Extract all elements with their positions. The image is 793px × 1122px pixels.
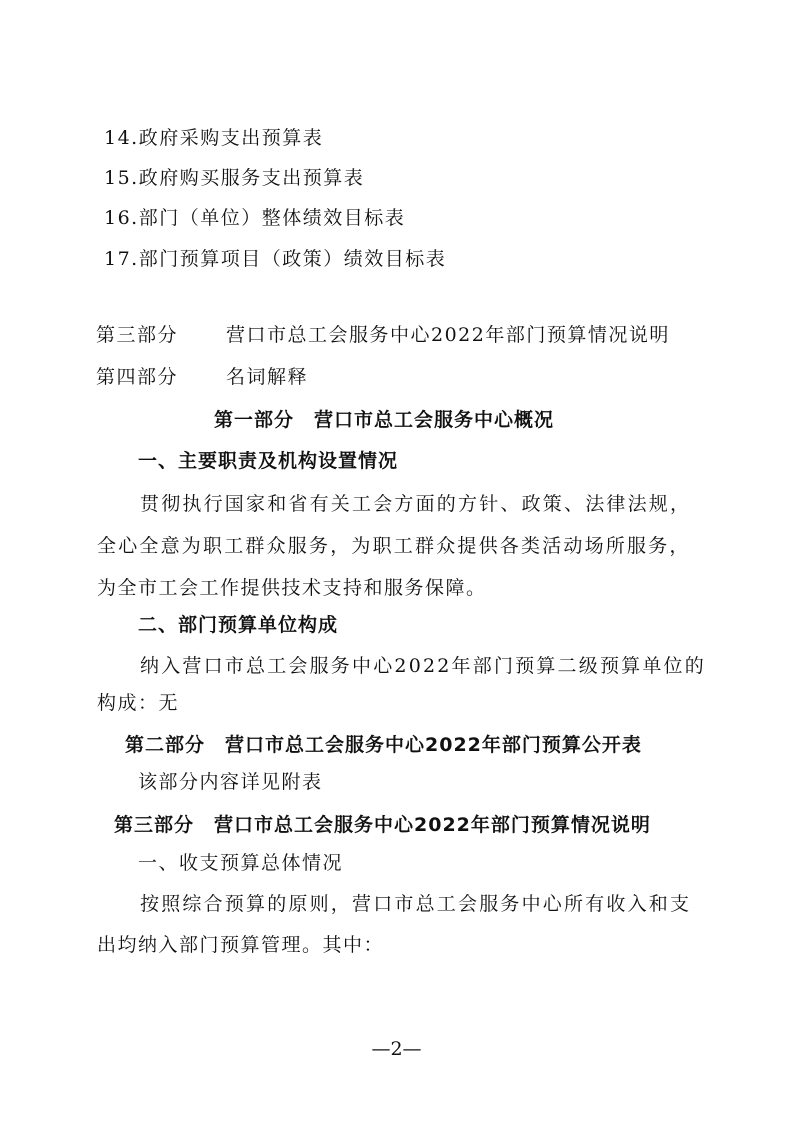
part1-section1-heading: 一、主要职责及机构设置情况 <box>138 450 399 472</box>
toc-item-15: 15.政府购买服务支出预算表 <box>104 167 365 189</box>
part1-heading: 第一部分 营口市总工会服务中心概况 <box>214 409 555 431</box>
toc-part-3-label: 第三部分 <box>96 324 179 346</box>
toc-part-4-label: 第四部分 <box>96 366 179 388</box>
part3-heading: 第三部分 营口市总工会服务中心2022年部门预算情况说明 <box>114 814 651 836</box>
part2-heading: 第二部分 营口市总工会服务中心2022年部门预算公开表 <box>125 734 642 756</box>
toc-part-4-title: 名词解释 <box>226 366 309 388</box>
part2-body: 该部分内容详见附表 <box>138 771 323 793</box>
toc-item-16: 16.部门（单位）整体绩效目标表 <box>104 207 406 229</box>
part3-sub-heading: 一、收支预算总体情况 <box>138 852 344 874</box>
toc-part-4 <box>96 364 308 390</box>
toc-item-17: 17.部门预算项目（政策）绩效目标表 <box>104 248 447 270</box>
part1-section1-line-3: 为全市工会工作提供技术支持和服务保障。 <box>97 577 487 599</box>
part1-section1-line-1: 贯彻执行国家和省有关工会方面的方针、政策、法律法规， <box>140 493 692 515</box>
part1-section2-line-1: 纳入营口市总工会服务中心2022年部门预算二级预算单位的 <box>140 655 706 677</box>
part1-section2-heading: 二、部门预算单位构成 <box>138 614 339 636</box>
toc-part-3-title: 营口市总工会服务中心2022年部门预算情况说明 <box>226 324 670 346</box>
part3-line-2: 出均纳入部门预算管理。其中： <box>97 934 385 956</box>
part1-section2-line-2: 构成：无 <box>97 692 180 714</box>
toc-item-14: 14.政府采购支出预算表 <box>104 127 324 149</box>
part3-line-1: 按照综合预算的原则，营口市总工会服务中心所有收入和支 <box>140 893 692 915</box>
toc-part-3 <box>96 322 670 348</box>
page-number: —2— <box>371 1038 422 1060</box>
part1-section1-line-2: 全心全意为职工群众服务，为职工群众提供各类活动场所服务， <box>97 535 691 557</box>
